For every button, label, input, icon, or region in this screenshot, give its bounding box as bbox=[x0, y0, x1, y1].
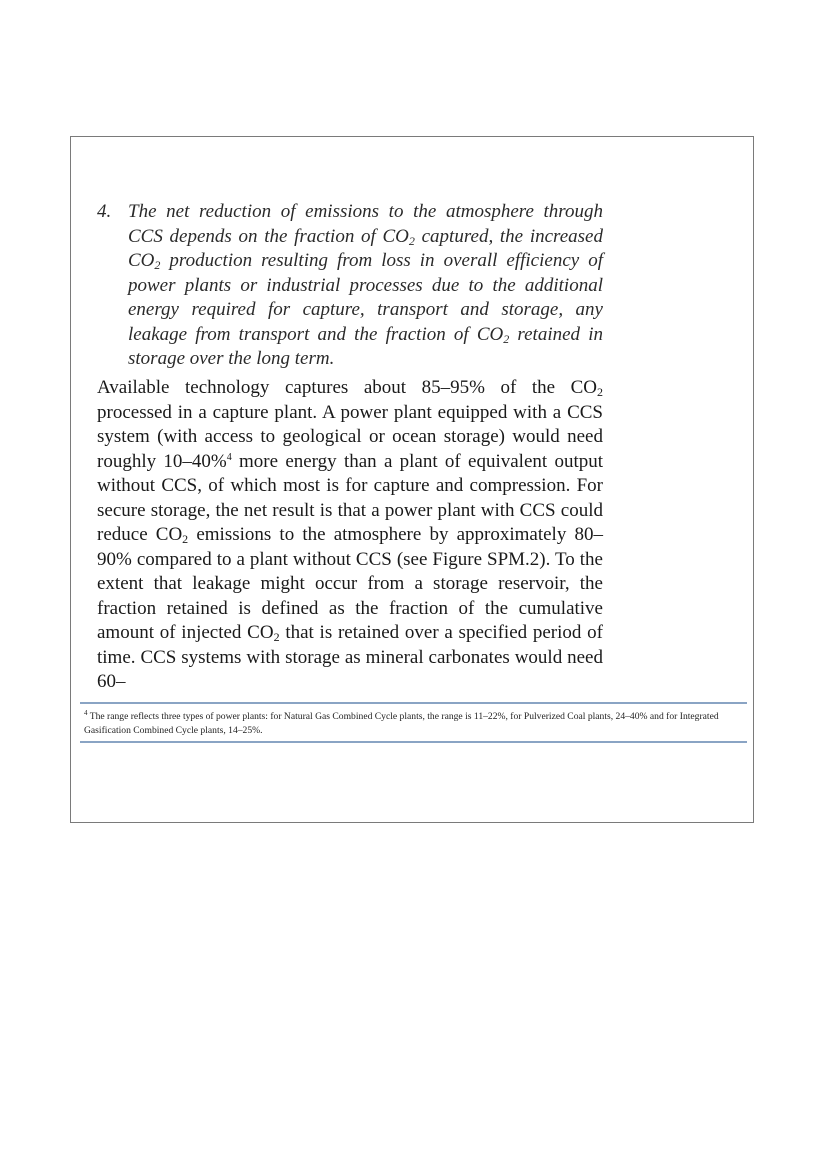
footnote bbox=[84, 710, 744, 738]
co2-subscript: 2 bbox=[503, 331, 510, 346]
co2-subscript: 2 bbox=[273, 630, 280, 644]
co2-subscript: 2 bbox=[597, 385, 603, 399]
footnote-text: The range reflects three types of power plants: for Natural Gas Combined Cycle plants, the range is 11–22%, for Pulverized Coal plants, 24–40% and for Integrated Gasification Combined Cycle plants, 14–25%. bbox=[84, 711, 719, 736]
footnote-rule-bottom bbox=[80, 741, 747, 743]
footnote-marker: 4 bbox=[84, 709, 88, 717]
co2-subscript: 2 bbox=[182, 532, 189, 546]
co2-subscript: 2 bbox=[408, 233, 415, 248]
statement-text: The net reduction of emissions to the atmosphere through CCS depends on the fraction of $CO_2$ captured, the increased $CO_2$ production resulting from loss in overall efficiency of power plants or industrial processes due to the additional energy required for capture, transport and storage, any leakage from transport and the fraction of $CO_2$ retained in storage over the long term. bbox=[128, 201, 603, 369]
footnote-reference[interactable]: 4 bbox=[226, 451, 232, 463]
body-paragraph: Available technology captures about 85–95% of the $CO_2$ processed in a capture plant. A power plant equipped with a CCS system (with access to geological or ocean storage) would need roughly 10–40%$^4$ more energy than a plant of equivalent output without CCS, of which most is for capture and compression. For secure storage, the net result is that a power plant with CCS could reduce $CO_2$ emissions to the atmosphere by approximately 80–90% compared to a plant without CCS (see Figure SPM.2). To the extent that leakage might occur from a storage reservoir, the fraction retained is defined as the fraction of the cumulative amount of injected $CO_2$ that is retained over a specified period of time. CCS systems with storage as mineral carbonates would need 60– bbox=[97, 377, 604, 692]
co2-subscript: 2 bbox=[154, 258, 161, 272]
statement-number: 4. bbox=[97, 201, 112, 222]
key-statement bbox=[97, 200, 603, 372]
footnote-rule-top bbox=[80, 702, 747, 704]
